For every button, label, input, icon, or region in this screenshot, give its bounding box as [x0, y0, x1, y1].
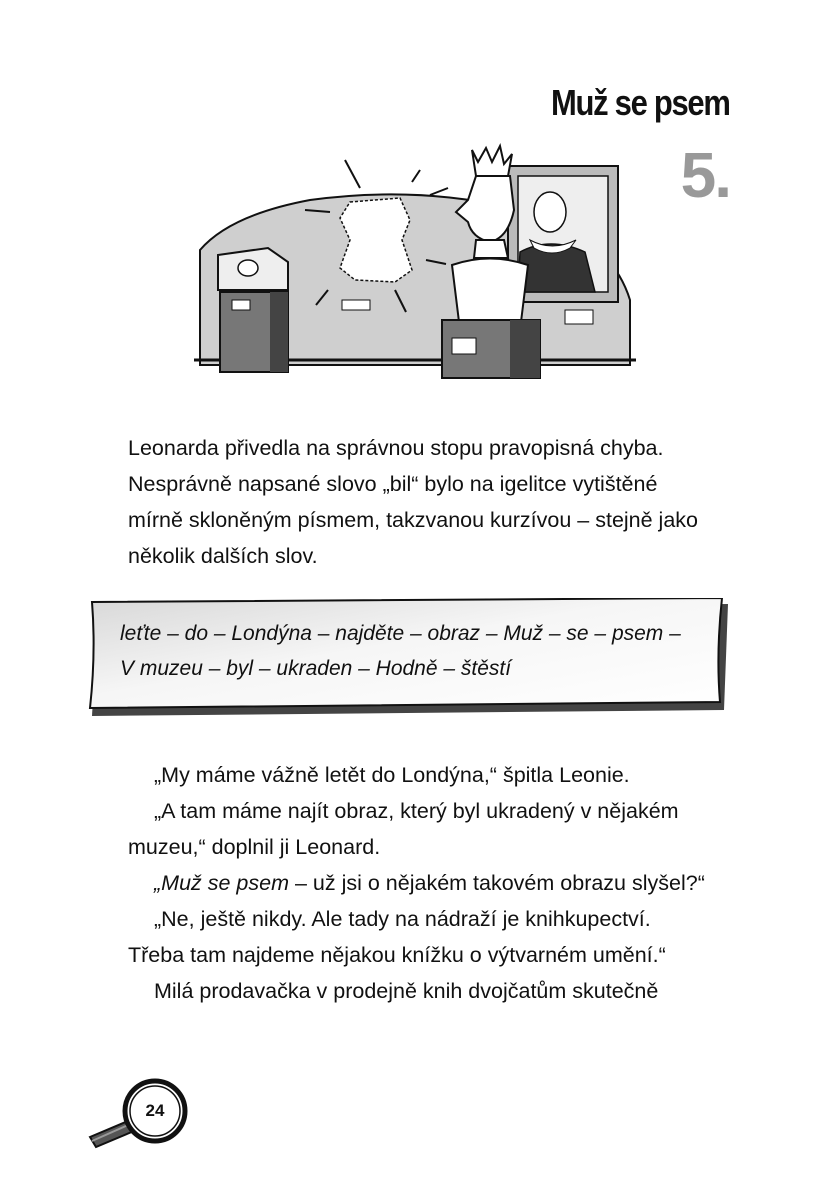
story-paragraph: Milá prodavačka v prodejně knih dvojčatům skutečně: [154, 979, 659, 1003]
story-text-span: – už jsi o nějakém takovém obrazu slyšel?“: [289, 871, 705, 895]
page-number: 24: [145, 1101, 165, 1120]
italic-title: „Muž se psem: [154, 871, 290, 895]
story-text: [128, 757, 728, 1009]
story-paragraph: „Ne, ještě nikdy. Ale tady na nádraží je knihkupectví.: [154, 907, 651, 931]
intro-line: několik dalších slov.: [128, 544, 318, 568]
italic-words-box: [88, 598, 736, 718]
story-paragraph: [128, 865, 728, 901]
museum-illustration: [190, 140, 640, 385]
story-paragraph: „A tam máme najít obraz, který byl ukradený v nějakém: [154, 799, 679, 823]
story-paragraph: „My máme vážně letět do Londýna,“ špitla Leonie.: [154, 763, 630, 787]
note-line-1: leťte – do – Londýna – najděte – obraz – Muž – se – psem –: [120, 622, 681, 645]
intro-line: Leonarda přivedla na správnou stopu pravopisná chyba.: [128, 436, 664, 460]
story-line: muzeu,“ doplnil ji Leonard.: [128, 835, 381, 859]
story-line: Třeba tam najdeme nějakou knížku o výtvarném umění.“: [128, 943, 666, 967]
intro-line: mírně skloněným písmem, takzvanou kurzívou – stejně jako: [128, 508, 699, 532]
intro-line: Nesprávně napsané slovo „bil“ bylo na igelitce vytištěné: [128, 472, 658, 496]
chapter-title: Muž se psem: [551, 82, 730, 123]
intro-paragraph: [128, 430, 748, 574]
display-case: [218, 248, 288, 372]
chapter-number: 5.: [680, 139, 730, 211]
note-line-2: V muzeu – byl – ukraden – Hodně – štěstí: [120, 657, 512, 680]
